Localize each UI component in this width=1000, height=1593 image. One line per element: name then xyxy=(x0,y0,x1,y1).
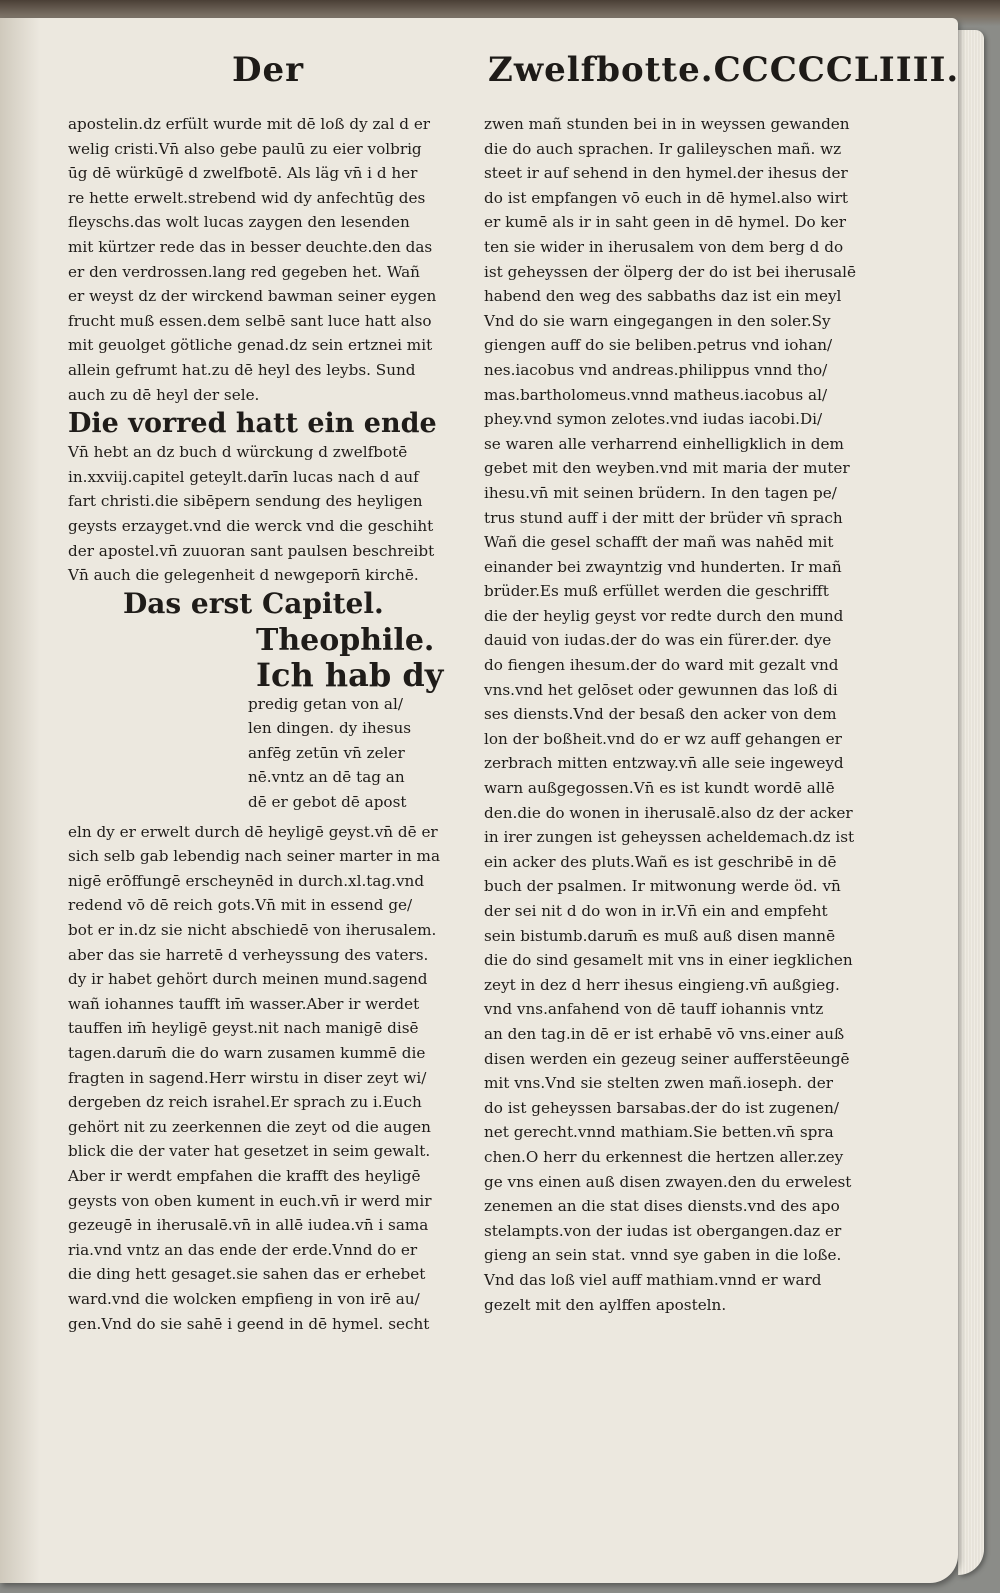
text-line: in irer zungen ist geheyssen acheldemach.dz ist xyxy=(484,828,855,847)
text-line: er kumē als ir in saht geen in dē hymel. Do ker xyxy=(484,213,846,232)
text-line: gen.Vnd do sie sahē i geend in dē hymel. secht xyxy=(68,1314,430,1333)
initial-line-ich-hab: Ich hab dy xyxy=(256,655,444,694)
text-line: ward.vnd die wolcken empfieng in von irē au/ xyxy=(68,1289,420,1308)
left-column-intro xyxy=(68,112,437,407)
initial-line-theophile: Theophile. xyxy=(256,622,435,658)
text-line: der sei nit d do won in ir.Vn̄ ein and empfeht xyxy=(484,902,828,920)
text-line: gezeugē in iherusalē.vn̄ in allē iudea.vn̄ i sama xyxy=(68,1216,429,1235)
section-heading-end-preface: Die vorred hatt ein ende xyxy=(68,408,437,440)
text-line: se waren alle verharrend einhelligklich in dem xyxy=(484,434,844,453)
text-line: einander bei zwayntzig vnd hunderten. Ir mañ xyxy=(484,557,842,576)
text-line: nē.vntz an dē tag an xyxy=(248,768,405,787)
text-line: net gerecht.vnnd mathiam.Sie betten.vn̄ spra xyxy=(484,1123,834,1142)
text-line: do ist empfangen vō euch in dē hymel.also wirt xyxy=(484,188,848,207)
text-line: redend vō dē reich gots.Vn̄ mit in essend ge/ xyxy=(68,896,413,915)
text-line: in.xxviij.capitel geteylt.darīn lucas nach d auf xyxy=(68,467,419,486)
text-line: Vnd das loß viel auff mathiam.vnnd er ward xyxy=(484,1270,822,1289)
text-line: auch zu dē heyl der sele. xyxy=(68,385,260,404)
text-line: die ding hett gesaget.sie sahen das er erhebet xyxy=(68,1265,426,1284)
text-line: er weyst dz der wirckend bawman seiner eygen xyxy=(68,287,437,306)
text-line: gezelt mit den aylffen aposteln. xyxy=(484,1295,727,1314)
text-line: nes.iacobus vnd andreas.philippus vnnd tho/ xyxy=(484,360,828,379)
text-line: phey.vnd symon zelotes.vnd iudas iacobi.Di/ xyxy=(484,410,823,429)
text-line: steet ir auf sehend in den hymel.der ihesus der xyxy=(484,164,848,183)
text-line: geysts erzayget.vnd die werck vnd die geschiht xyxy=(68,516,434,535)
text-line: zeyt in dez d herr ihesus eingieng.vn̄ außgieg. xyxy=(484,975,840,994)
text-line: aber das sie harretē d verheyssung des vaters. xyxy=(68,945,429,964)
text-line: trus stund auff i der mitt der brüder vn̄ sprach xyxy=(484,508,843,527)
text-line: lon der boßheit.vnd do er wz auff gehangen er xyxy=(484,729,842,748)
text-line: zenemen an die stat dises diensts.vnd des apo xyxy=(484,1197,840,1216)
left-column-summary xyxy=(68,440,435,588)
page-gutter-shadow xyxy=(0,18,40,1583)
text-line: sich selb gab lebendig nach seiner marter in ma xyxy=(68,847,441,866)
text-line: die do auch sprachen. Ir galileyschen mañ. wz xyxy=(484,139,842,158)
right-column xyxy=(484,112,856,1317)
running-header-right: Zwelfbotte.CCCCCLIIII. xyxy=(488,50,960,90)
text-line: mit kürtzer rede das in besser deuchte.den das xyxy=(68,237,433,256)
text-line: an den tag.in dē er ist erhabē vō vns.einer auß xyxy=(484,1024,845,1043)
text-line: re hette erwelt.strebend wid dy anfechtūg des xyxy=(68,188,426,207)
text-line: gebet mit den weyben.vnd mit maria der muter xyxy=(484,459,850,478)
text-line: ist geheyssen der ölperg der do ist bei iherusalē xyxy=(484,262,856,281)
text-line: vns.vnd het gelōset oder gewunnen das loß di xyxy=(484,680,838,699)
text-line: zerbrach mitten entzway.vn̄ alle seie ingeweyd xyxy=(484,754,844,773)
text-line: er den verdrossen.lang red gegeben het. Wañ xyxy=(68,262,420,281)
text-line: zwen mañ stunden bei in in weyssen gewanden xyxy=(484,115,850,133)
text-line: den.die do wonen in iherusalē.also dz der acker xyxy=(484,803,853,822)
text-line: tauffen im̄ heyligē geyst.nit nach manigē disē xyxy=(68,1019,419,1038)
text-line: ten sie wider in iherusalem von dem berg d do xyxy=(484,237,844,256)
text-line: predig getan von al/ xyxy=(248,694,403,713)
text-line: ria.vnd vntz an das ende der erde.Vnnd do er xyxy=(68,1240,418,1259)
text-line: do ist geheyssen barsabas.der do ist zugenen/ xyxy=(484,1098,840,1117)
page-stack-edge xyxy=(958,30,984,1575)
text-line: brüder.Es muß erfüllet werden die geschrifft xyxy=(484,582,829,601)
text-line: fart christi.die sibēpern sendung des heyligen xyxy=(68,492,423,511)
text-line: giengen auff do sie beliben.petrus vnd iohan/ xyxy=(484,336,833,355)
text-line: len dingen. dy ihesus xyxy=(248,719,412,738)
text-line: warn außgegossen.Vn̄ es ist kundt wordē allē xyxy=(484,779,835,798)
text-line: bot er in.dz sie nicht abschiedē von iherusalem. xyxy=(68,921,437,940)
text-line: ge vns einen auß disen zwayen.den du erwelest xyxy=(484,1172,852,1191)
text-line: chen.O herr du erkennest die hertzen aller.zey xyxy=(484,1147,844,1166)
text-line: geysts von oben kument in euch.vn̄ ir werd mir xyxy=(68,1191,432,1210)
text-line: dauid von iudas.der do was ein fürer.der. dye xyxy=(484,631,832,650)
text-line: dē er gebot dē apost xyxy=(248,793,407,812)
text-line: vnd vns.anfahend von dē tauff iohannis vntz xyxy=(484,1000,824,1019)
text-line: dergeben dz reich israhel.Er sprach zu i.Euch xyxy=(68,1093,422,1112)
text-line: wañ iohannes taufft im̄ wasser.Aber ir werdet xyxy=(68,994,420,1013)
text-line: apostelin.dz erfült wurde mit dē loß dy zal d er xyxy=(68,115,431,133)
text-line: ses diensts.Vnd der besaß den acker von dem xyxy=(484,705,837,724)
text-line: allein gefrumt hat.zu dē heyl des leybs. Sund xyxy=(68,360,416,379)
text-line: ein acker des pluts.Wañ es ist geschribē in dē xyxy=(484,852,837,871)
text-line: buch der psalmen. Ir mitwonung werde öd. vn̄ xyxy=(484,877,841,896)
text-line: mit vns.Vnd sie stelten zwen mañ.ioseph. der xyxy=(484,1074,833,1093)
text-line: fleyschs.das wolt lucas zaygen den lesenden xyxy=(68,213,410,232)
text-line: habend den weg des sabbaths daz ist ein meyl xyxy=(484,287,842,306)
chapter-title: Das erst Capitel. xyxy=(123,586,384,620)
text-line: disen werden ein gezeug seiner aufferstēeungē xyxy=(484,1049,850,1068)
text-line: mas.bartholomeus.vnnd matheus.iacobus al/ xyxy=(484,385,828,404)
text-line: der apostel.vn̄ zuuoran sant paulsen beschreibt xyxy=(68,541,435,560)
text-line: nigē erōffungē erscheynēd in durch.xl.tag.vnd xyxy=(68,871,425,890)
text-line: ihesu.vn̄ mit seinen brüdern. In den tagen pe/ xyxy=(484,483,837,502)
right-column-body xyxy=(484,112,856,1317)
text-line: blick die der vater hat gesetzet in seim gewalt. xyxy=(68,1142,431,1161)
text-line: Aber ir werdt empfahen die krafft des heyligē xyxy=(68,1167,421,1185)
text-line: Vn̄ hebt an dz buch d würckung d zwelfbotē xyxy=(68,443,408,462)
text-line: tagen.darum̄ die do warn zusamen kummē die xyxy=(68,1044,426,1063)
text-line: stelampts.von der iudas ist obergangen.daz er xyxy=(484,1221,842,1240)
text-line: gehört nit zu zeerkennen die zeyt od die augen xyxy=(68,1117,431,1136)
text-line: mit geuolget götliche genad.dz sein ertznei mit xyxy=(68,336,433,355)
text-line: Vn̄ auch die gelegenheit d newgeporn̄ kirchē. xyxy=(68,566,419,585)
text-line: sein bistumb.darum̄ es muß auß disen mannē xyxy=(484,926,836,945)
initial-block xyxy=(68,622,444,820)
text-line: Vnd do sie warn eingegangen in den soler.Sy xyxy=(484,311,831,330)
left-column-body xyxy=(68,820,441,1336)
text-line: welig cristi.Vn̄ also gebe paulū zu eier volbrig xyxy=(68,139,422,158)
text-line: eln dy er erwelt durch dē heyligē geyst.vn̄ dē er xyxy=(68,822,438,841)
running-header-left: Der xyxy=(232,50,305,90)
left-column xyxy=(68,112,444,1336)
text-line: do fiengen ihesum.der do ward mit gezalt vnd xyxy=(484,656,839,675)
text-line: dy ir habet gehört durch meinen mund.sagend xyxy=(68,970,428,989)
text-line: Wañ die gesel schafft der mañ was nahēd mit xyxy=(484,533,834,552)
text-line: die der heylig geyst vor redte durch den mund xyxy=(484,606,844,625)
text-line: gieng an sein stat. vnnd sye gaben in die loße. xyxy=(484,1246,842,1265)
text-line: fragten in sagend.Herr wirstu in diser zeyt wi/ xyxy=(68,1068,427,1087)
text-line: anfēg zetūn vn̄ zeler xyxy=(248,743,405,762)
text-line: ūg dē würkūgē d zwelfbotē. Als läg vn̄ i d her xyxy=(68,164,418,183)
text-line: frucht muß essen.dem selbē sant luce hatt also xyxy=(68,311,432,330)
text-line: die do sind gesamelt mit vns in einer iegklichen xyxy=(484,951,853,970)
